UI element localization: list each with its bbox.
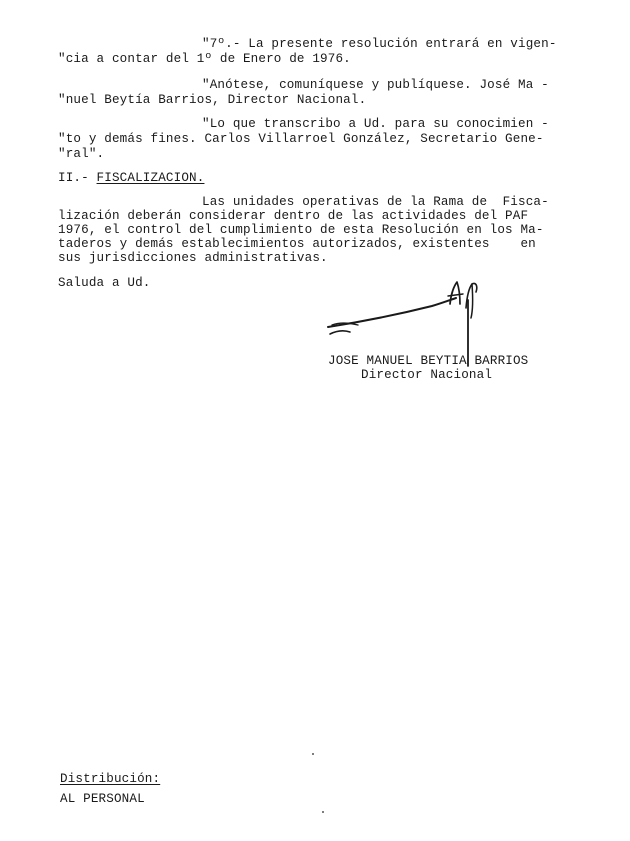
distribution-label: Distribución: bbox=[60, 772, 161, 786]
scan-speck bbox=[312, 753, 314, 755]
section-ii-paragraph-line-5: sus jurisdicciones administrativas. bbox=[58, 251, 328, 265]
publish-clause-line-2: "nuel Beytía Barrios, Director Nacional. bbox=[58, 93, 367, 107]
signatory-name: JOSE MANUEL BEYTIA BARRIOS bbox=[328, 354, 529, 368]
scan-speck bbox=[322, 811, 324, 813]
section-ii-title: FISCALIZACION. bbox=[96, 171, 205, 185]
signatory-title: Director Nacional bbox=[361, 368, 493, 382]
section-ii-heading bbox=[58, 172, 204, 185]
distribution-recipient: AL PERSONAL bbox=[60, 792, 145, 806]
closing-salutation: Saluda a Ud. bbox=[58, 276, 151, 290]
section-ii-paragraph-line-4: taderos y demás establecimientos autorizados, existentes en bbox=[58, 237, 536, 251]
section-ii-paragraph-line-1: Las unidades operativas de la Rama de Fisca- bbox=[202, 195, 549, 209]
section-ii-paragraph-line-3: 1976, el control del cumplimiento de esta Resolución en los Ma- bbox=[58, 223, 544, 237]
section-ii-paragraph-line-2: lización deberán considerar dentro de las actividades del PAF bbox=[58, 209, 529, 223]
section-ii-number: II.- bbox=[58, 171, 97, 185]
transcribe-clause-line-1: "Lo que transcribo a Ud. para su conocimien - bbox=[202, 117, 549, 131]
article-7-line-1: "7º.- La presente resolución entrará en vigen- bbox=[202, 37, 557, 51]
transcribe-clause-line-3: "ral". bbox=[58, 147, 105, 161]
article-7-line-2: "cia a contar del 1º de Enero de 1976. bbox=[58, 52, 351, 66]
transcribe-clause-line-2: "to y demás fines. Carlos Villarroel González, Secretario Gene- bbox=[58, 132, 544, 146]
publish-clause-line-1: "Anótese, comuníquese y publíquese. José Ma - bbox=[202, 78, 549, 92]
